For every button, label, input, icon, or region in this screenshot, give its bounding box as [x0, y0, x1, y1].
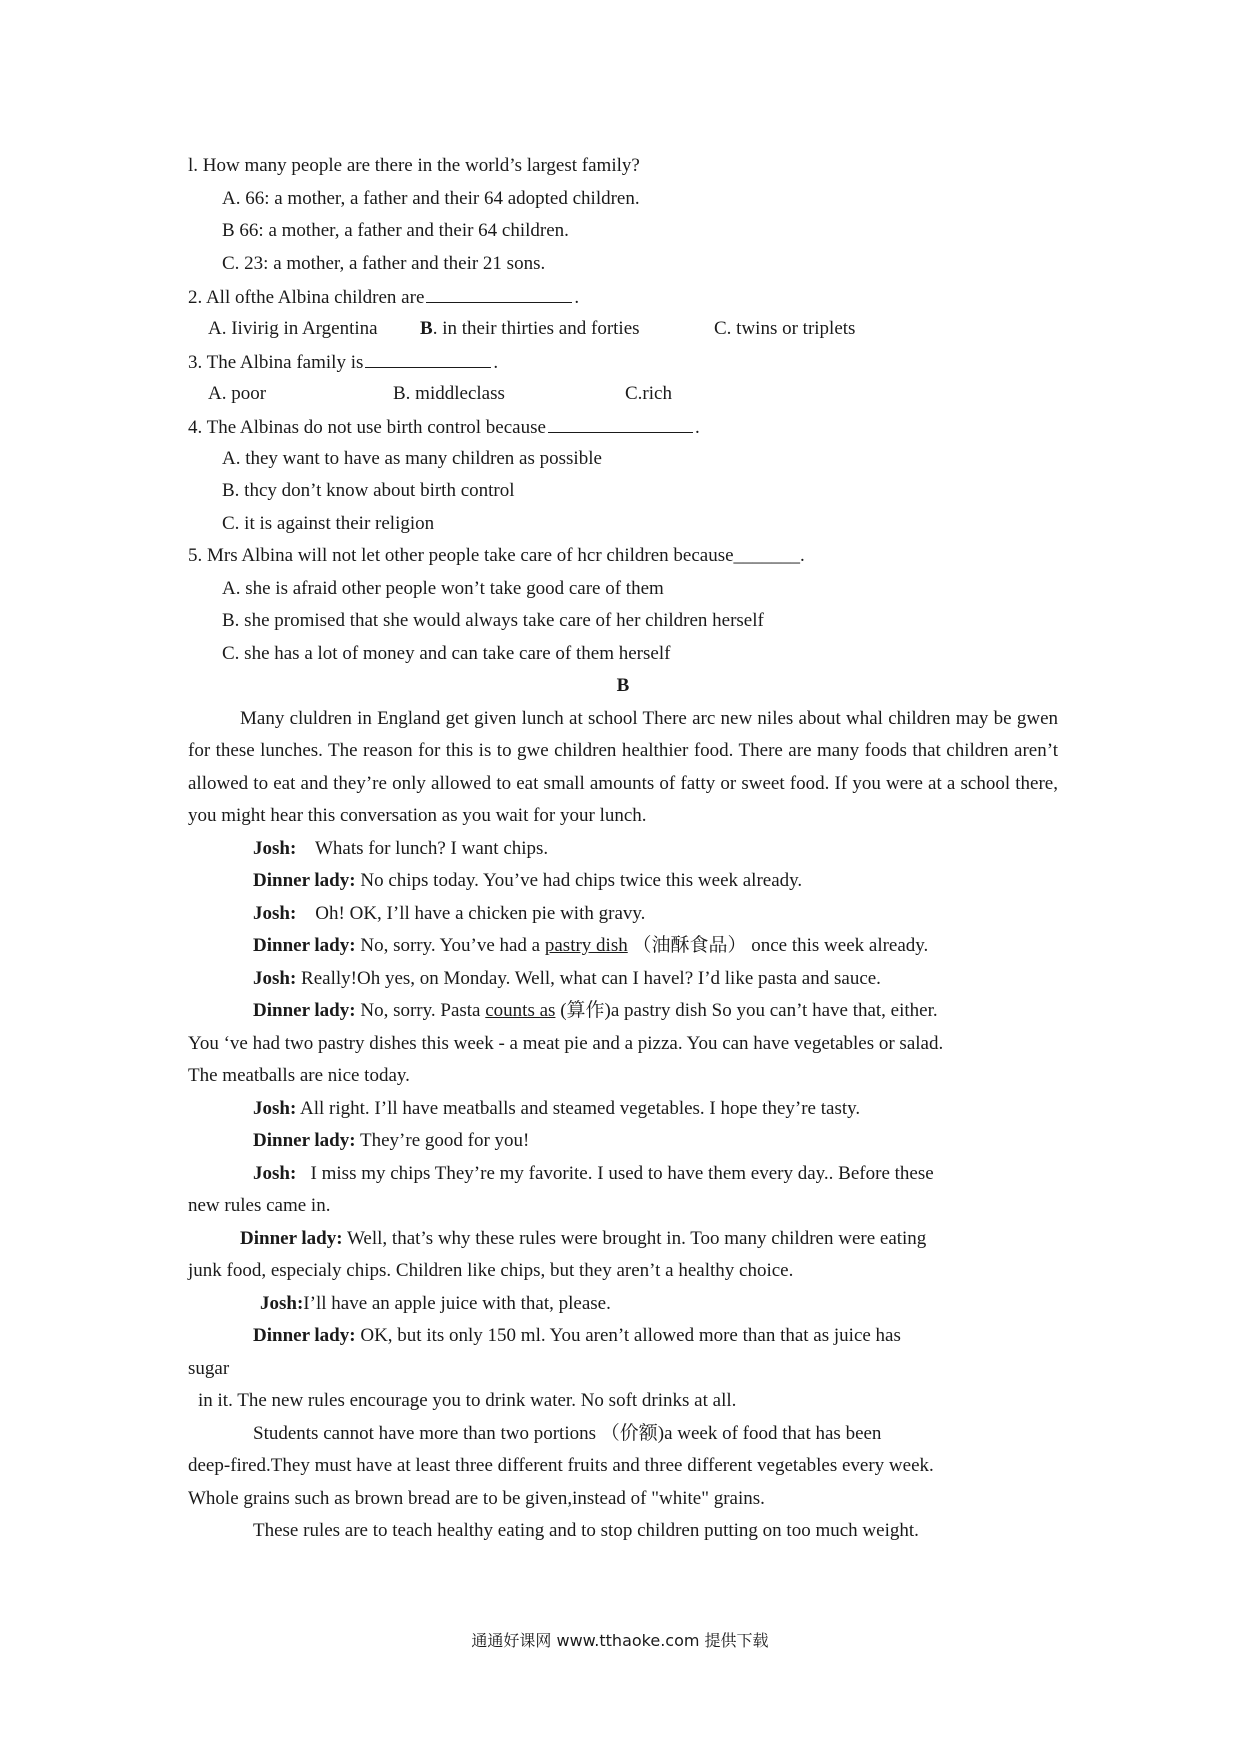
dialogue-line-5	[188, 963, 1058, 996]
dialogue-line-9	[188, 1158, 1058, 1191]
dialogue-line-2	[188, 865, 1058, 898]
dialogue-text: （油酥食品） once this week already.	[632, 935, 929, 956]
speaker-dinner-lady: Dinner lady:	[253, 1325, 356, 1346]
document-page	[188, 150, 1058, 1548]
speaker-dinner-lady: Dinner lady:	[253, 1130, 356, 1151]
paragraph-3-line-1: These rules are to teach healthy eating and to stop children putting on too much weight.	[253, 1520, 919, 1541]
speaker-josh: Josh:	[253, 902, 297, 924]
q2-option-b-letter: B	[420, 317, 433, 339]
q3-stem-end: .	[493, 352, 499, 373]
dialogue-text: No chips today. You’ve had chips twice this week already.	[360, 870, 803, 891]
q4-stem: 4. The Albinas do not use birth control because	[188, 417, 546, 438]
q5-option-b: B. she promised that she would always take care of her children herself	[222, 610, 764, 631]
q3-option-b: B. middleclass	[393, 382, 505, 404]
dialogue-text: No, sorry. Pasta	[360, 1000, 481, 1021]
q2-options	[188, 313, 1058, 346]
dialogue-line-6-cont2: The meatballs are nice today.	[188, 1065, 410, 1086]
paragraph-2-line-1: Students cannot have more than two portions （价额)a week of food that has been	[253, 1422, 882, 1444]
q2-option-b	[420, 313, 640, 346]
q2-option-a: A. Iivirig in Argentina	[208, 317, 378, 339]
q3-stem-line	[188, 345, 1058, 378]
dialogue-line-12	[188, 1320, 1058, 1353]
q2-stem: 2. All ofthe Albina children are	[188, 287, 425, 308]
dialogue-text: I’ll have an apple juice with that, please.	[303, 1292, 611, 1314]
dialogue-line-9-cont: new rules came in.	[188, 1195, 331, 1216]
q3-options	[188, 378, 1058, 411]
underlined-term: pastry dish	[544, 935, 628, 956]
q3-option-c: C.rich	[625, 382, 672, 404]
q2-stem-end: .	[574, 287, 580, 308]
dialogue-text: Well, that’s why these rules were brought in. Too many children were eating	[347, 1227, 927, 1249]
dialogue-line-7	[188, 1093, 1058, 1126]
dialogue-line-1	[188, 833, 1058, 866]
underlined-term: counts as	[485, 1000, 556, 1021]
dialogue-text: No, sorry. You’ve had a	[360, 935, 541, 956]
dialogue-text: Oh! OK, I’ll have a chicken pie with gravy.	[315, 902, 646, 924]
q4-option-a: A. they want to have as many children as possible	[222, 447, 602, 469]
q4-option-b: B. thcy don’t know about birth control	[222, 480, 515, 501]
q4-stem-line	[188, 410, 1058, 443]
dialogue-line-6	[188, 995, 1058, 1028]
section-b-heading: B	[616, 675, 630, 696]
q3-stem: 3. The Albina family is	[188, 352, 364, 373]
footer-watermark: 通通好课网 www.tthaoke.com 提供下载	[471, 1631, 769, 1650]
q1-stem: l. How many people are there in the world’s largest family?	[188, 155, 640, 176]
dialogue-text: (算作)a pastry dish So you can’t have that, either.	[560, 1000, 938, 1021]
dialogue-line-3	[188, 898, 1058, 931]
dialogue-line-10-cont: junk food, especialy chips. Children like chips, but they aren’t a healthy choice.	[188, 1260, 794, 1281]
dialogue-line-11	[188, 1288, 1058, 1321]
dialogue-line-10	[188, 1223, 1058, 1256]
dialogue-line-6-cont: You ‘ve had two pastry dishes this week - a meat pie and a pizza. You can have vegetables or salad.	[188, 1032, 944, 1054]
answer-blank	[426, 280, 572, 303]
speaker-dinner-lady: Dinner lady:	[240, 1227, 343, 1249]
q2-option-c: C. twins or triplets	[714, 317, 856, 339]
intro-paragraph	[188, 703, 1058, 833]
q1-option-a: A. 66: a mother, a father and their 64 adopted children.	[222, 187, 640, 209]
speaker-josh: Josh:	[253, 1162, 297, 1184]
dialogue-text: Whats for lunch? I want chips.	[314, 837, 549, 859]
speaker-josh: Josh:	[260, 1292, 304, 1314]
speaker-dinner-lady: Dinner lady:	[253, 935, 356, 956]
q1-option-b: B 66: a mother, a father and their 64 children.	[222, 220, 569, 241]
speaker-josh: Josh:	[253, 837, 297, 859]
q4-option-c: C. it is against their religion	[222, 512, 435, 534]
dialogue-text: All right. I’ll have meatballs and steamed vegetables. I hope they’re tasty.	[300, 1097, 861, 1119]
paragraph-2-line-2: deep-fired.They must have at least three different fruits and three different vegetables every week.	[188, 1455, 934, 1476]
q2-option-b-text: . in their thirties and forties	[432, 317, 640, 339]
intro-text: Many cluldren in England get given lunch at school There arc new niles about whal children may be gwen for these lunches. The reason for this is to gwe children healthier food. There are many foods that children aren’t allowed to eat and they’re only allowed to eat small amounts of fatty or sweet food. If you were at a school there, you might hear this conversation as you wait for your lunch.	[188, 707, 1058, 826]
dialogue-text: I miss my chips They’re my favorite. I used to have them every day.. Before these	[310, 1162, 934, 1184]
dialogue-text: OK, but its only 150 ml. You aren’t allowed more than that as juice has	[360, 1325, 901, 1346]
answer-blank	[365, 345, 491, 368]
paragraph-2-line-3: Whole grains such as brown bread are to be given,instead of "white" grains.	[188, 1487, 765, 1509]
q4-stem-end: .	[694, 417, 700, 438]
q2-stem-line	[188, 280, 1058, 313]
q5-option-a: A. she is afraid other people won’t take good care of them	[222, 577, 664, 599]
dialogue-line-4	[188, 930, 1058, 963]
speaker-dinner-lady: Dinner lady:	[253, 870, 356, 891]
speaker-dinner-lady: Dinner lady:	[253, 1000, 356, 1021]
q3-option-a: A. poor	[208, 382, 267, 404]
dialogue-line-12-cont2: in it. The new rules encourage you to drink water. No soft drinks at all.	[198, 1390, 737, 1411]
q1-option-c: C. 23: a mother, a father and their 21 sons.	[222, 252, 546, 274]
q5-option-c: C. she has a lot of money and can take care of them herself	[222, 642, 671, 664]
speaker-josh: Josh:	[253, 1097, 297, 1119]
speaker-josh: Josh:	[253, 967, 297, 989]
dialogue-line-8	[188, 1125, 1058, 1158]
answer-blank	[548, 410, 693, 433]
dialogue-text: Really!Oh yes, on Monday. Well, what can I havel? I’d like pasta and sauce.	[301, 967, 881, 989]
q5-stem: 5. Mrs Albina will not let other people take care of hcr children because_______.	[188, 545, 805, 566]
dialogue-line-12-cont: sugar	[188, 1357, 230, 1379]
dialogue-text: They’re good for you!	[360, 1130, 530, 1151]
